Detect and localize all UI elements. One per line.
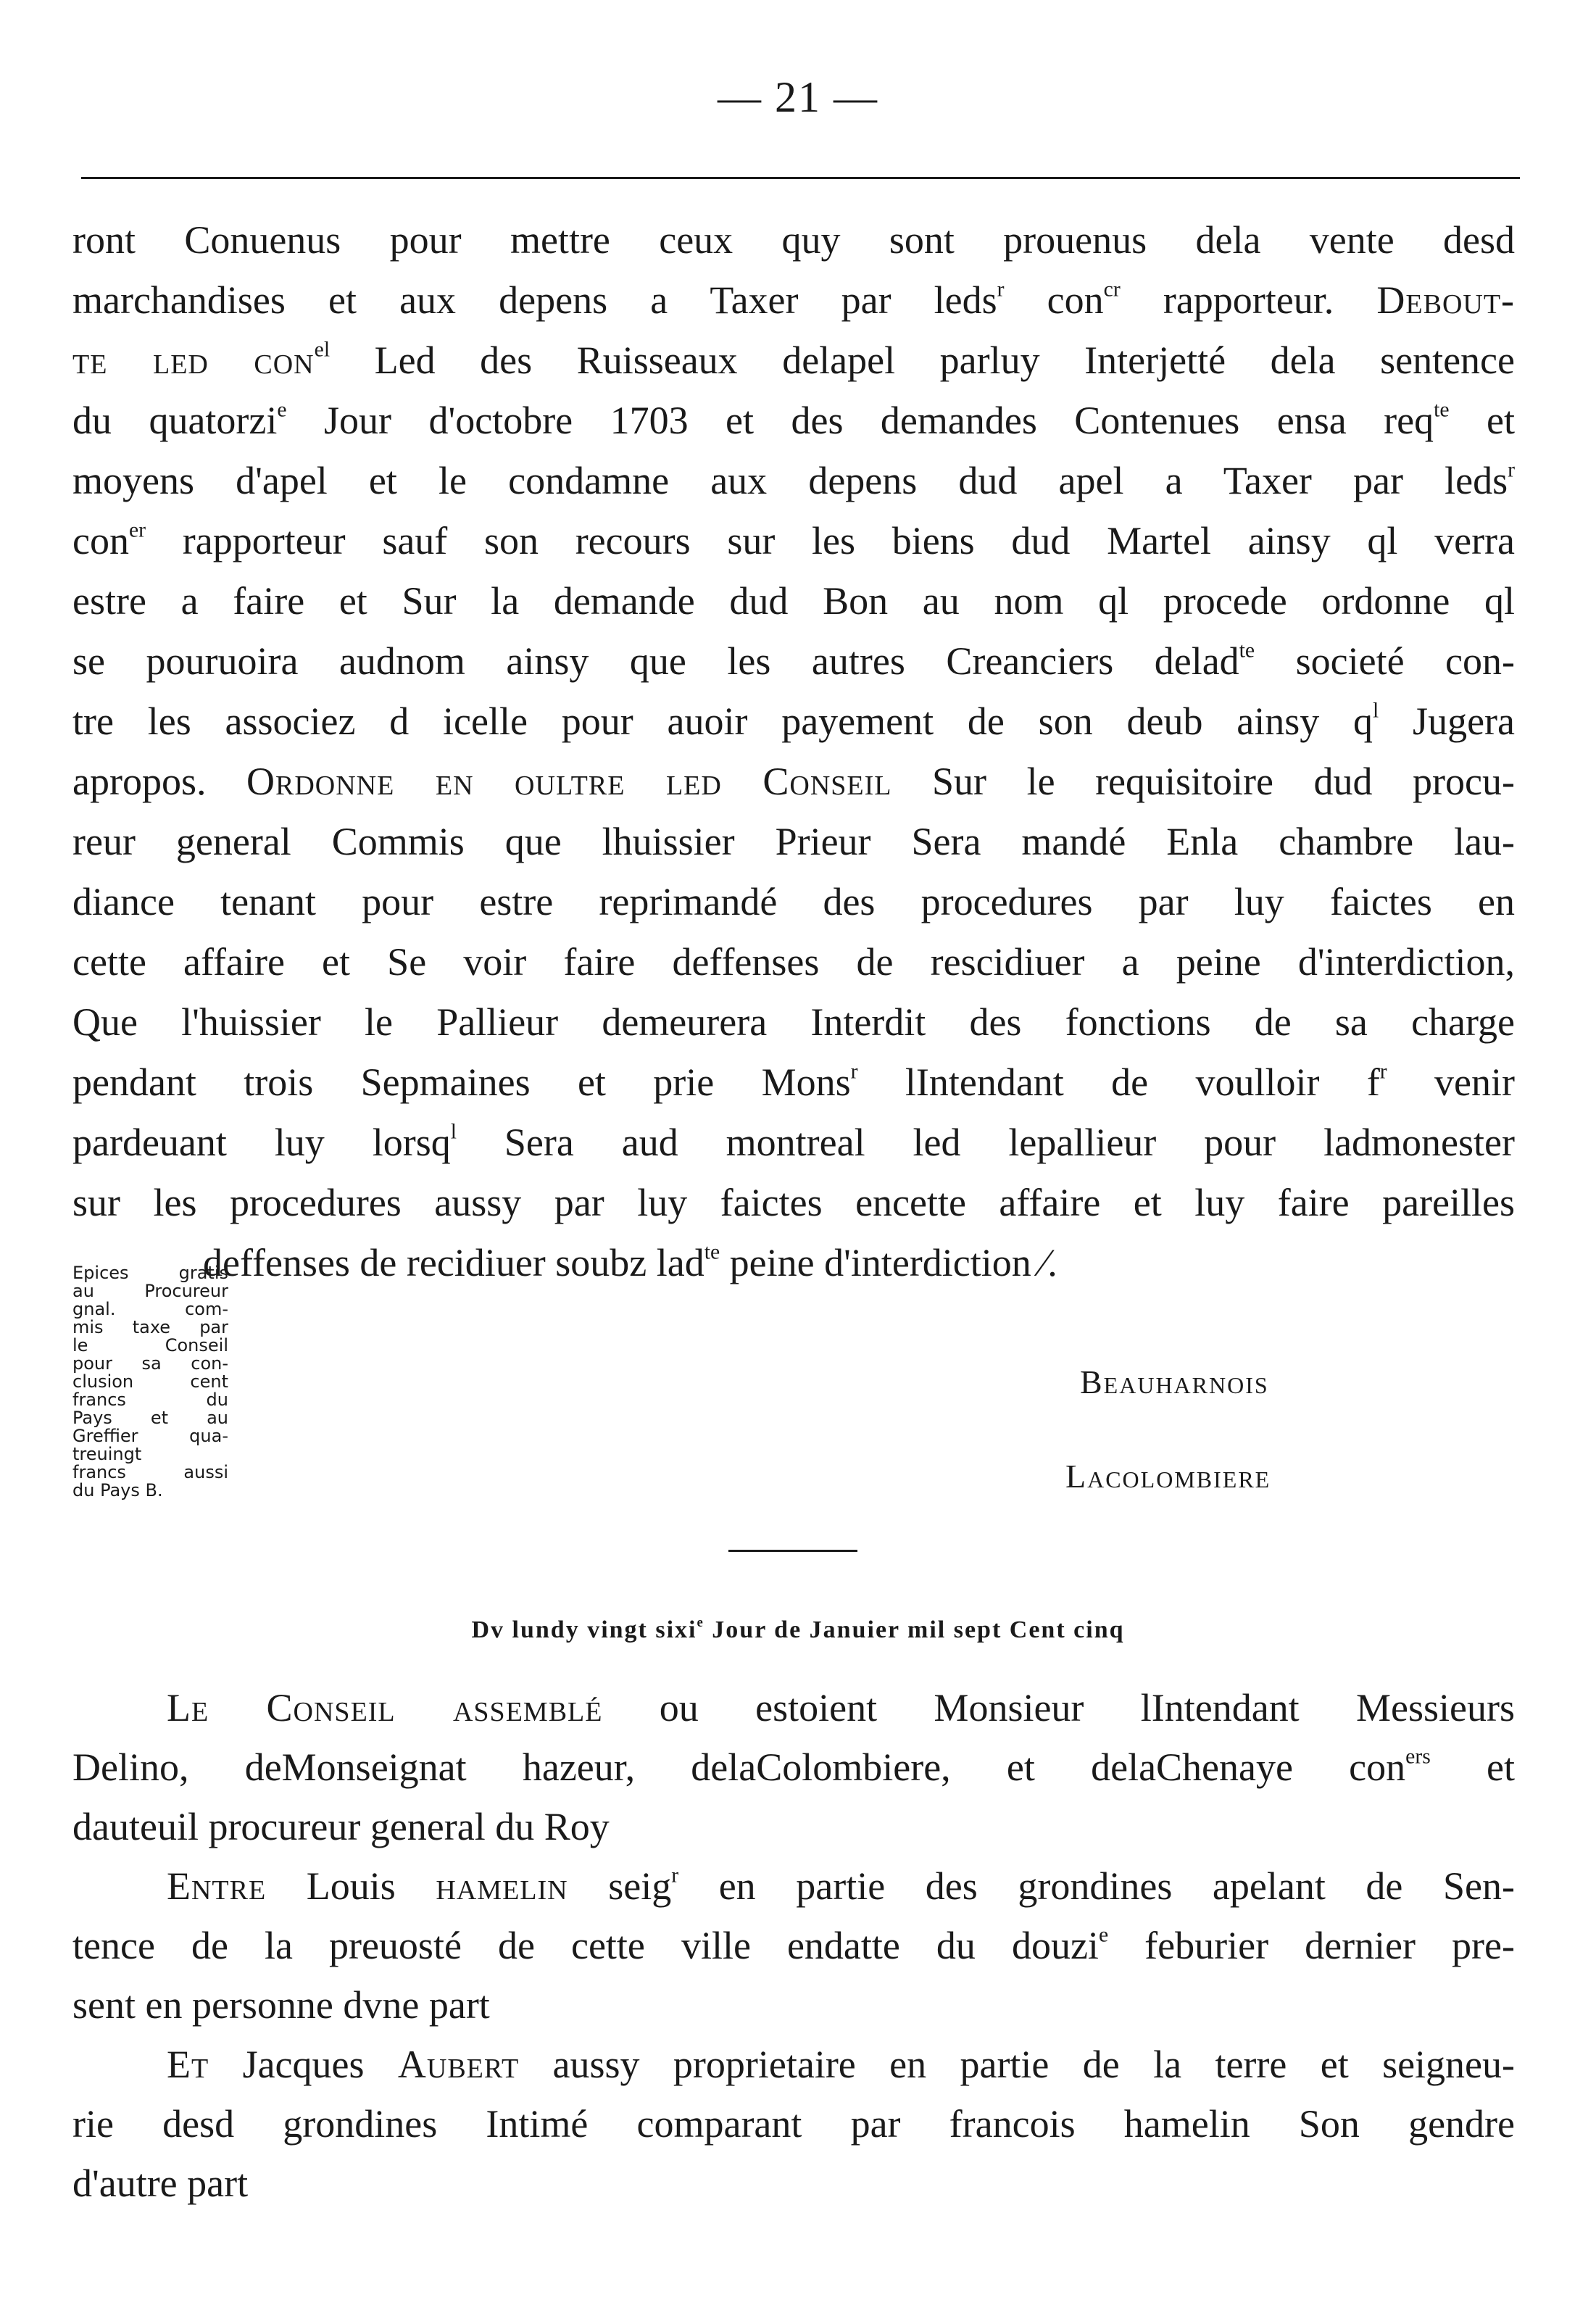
text-line: ront Conuenus pour mettre ceux quy sont prouenus dela vente desd xyxy=(72,218,1515,262)
signature-beauharnois: Beauharnois xyxy=(1080,1363,1269,1400)
text-line: reur general Commis que lhuissier Prieur Sera mandé Enla chambre lau- xyxy=(72,820,1515,863)
text-line: Le Conseil assemblé ou estoient Monsieur lIntendant Messieurs xyxy=(167,1686,1515,1730)
margin-note-line: mis taxe par xyxy=(72,1317,228,1337)
entry-body xyxy=(72,210,1515,1293)
text-line: sur les procedures aussy par luy faictes encette affaire et luy faire pareilles xyxy=(72,1181,1515,1224)
text-line: rie desd grondines Intimé comparant par francois hamelin Son gendre xyxy=(72,2102,1515,2146)
text-line: te led con$^{el}$ Led des Ruisseaux delapel parluy Interjetté dela sentence xyxy=(72,338,1515,382)
margin-note xyxy=(72,1264,228,1500)
margin-note-line: treuingt xyxy=(72,1444,142,1464)
text-line: Delino, deMonseignat hazeur, delaColombiere, et delaChenaye con$^{ers}$ et xyxy=(72,1745,1515,1789)
text-line: moyens d'apel et le condamne aux depens dud apel a Taxer par leds$^r$ xyxy=(72,458,1515,502)
second-entry-body xyxy=(72,1678,1515,2213)
text-line: deffenses de recidiuer soubz lad$^{te}$ peine d'interdiction ⁄. xyxy=(203,1240,1057,1284)
signature-lacolombiere: Lacolombiere xyxy=(1065,1458,1271,1495)
text-line: Que l'huissier le Pallieur demeurera Interdit des fonctions de sa charge xyxy=(72,1000,1515,1044)
margin-note-line: Pays et au xyxy=(72,1408,228,1428)
page-number: — 21 — xyxy=(718,73,878,121)
text-line: pendant trois Sepmaines et prie Mons$^r$ lIntendant de voulloir $f^r$ venir xyxy=(72,1060,1515,1104)
header-rule xyxy=(81,177,1520,179)
text-line: tre les associez d icelle pour auoir payement de son deub ainsy $q^l$ Jugera xyxy=(72,699,1515,743)
margin-note-line: pour sa con- xyxy=(72,1353,228,1374)
text-line: tence de la preuosté de cette ville endatte du douzi$^e$ feburier dernier pre- xyxy=(72,1923,1515,1967)
section-divider xyxy=(728,1550,857,1552)
margin-note-line: gnal. com- xyxy=(72,1299,228,1319)
margin-note-line: du Pays B. xyxy=(72,1480,163,1500)
margin-note-line: le Conseil xyxy=(72,1335,228,1355)
text-line: diance tenant pour estre reprimandé des procedures par luy faictes en xyxy=(72,880,1515,923)
margin-note-line: francs du xyxy=(72,1390,228,1410)
text-line: estre a faire et Sur la demande dud Bon au nom ql procede ordonne ql xyxy=(72,579,1515,623)
text-line: apropos. Ordonne en oultre led Conseil Sur le requisitoire dud procu- xyxy=(72,760,1515,803)
text-line: con$^{er}$ rapporteur sauf son recours sur les biens dud Martel ainsy ql verra xyxy=(72,518,1515,562)
text-line: sent en personne dvne part xyxy=(72,1983,490,2027)
text-line: Et Jacques Aubert aussy proprietaire en partie de la terre et seigneu- xyxy=(167,2043,1516,2086)
text-line: se pouruoira audnom ainsy que les autres Creanciers delad$^{te}$ societé con- xyxy=(72,639,1516,683)
margin-note-line: au Procureur xyxy=(72,1281,228,1301)
text-line: Entre Louis hamelin seig$^r$ en partie des grondines apelant de Sen- xyxy=(167,1864,1515,1908)
text-line: marchandises et aux depens a Taxer par leds$^r$ con$^{cr}$ rapporteur. Debout- xyxy=(72,278,1516,322)
margin-note-line: clusion cent xyxy=(72,1371,228,1392)
text-line: du quatorzi$^e$ Jour d'octobre 1703 et des demandes Contenues ensa req$^{te}$ et xyxy=(72,398,1515,442)
margin-note-line: Epices gratis xyxy=(72,1263,228,1283)
text-line: d'autre part xyxy=(72,2162,249,2205)
text-line: dauteuil procureur general du Roy xyxy=(72,1805,610,1848)
margin-note-line: Greffier qua- xyxy=(72,1426,228,1446)
session-heading: Dv lundy vingt sixi$^e$ Jour de Januier mil sept Cent cinq xyxy=(471,1615,1125,1643)
text-line: pardeuant luy lorsq$^l$ Sera aud montreal led lepallieur pour ladmonester xyxy=(72,1120,1515,1164)
text-line: cette affaire et Se voir faire deffenses de rescidiuer a peine d'interdiction, xyxy=(72,940,1515,984)
margin-note-line: francs aussi xyxy=(72,1462,228,1482)
